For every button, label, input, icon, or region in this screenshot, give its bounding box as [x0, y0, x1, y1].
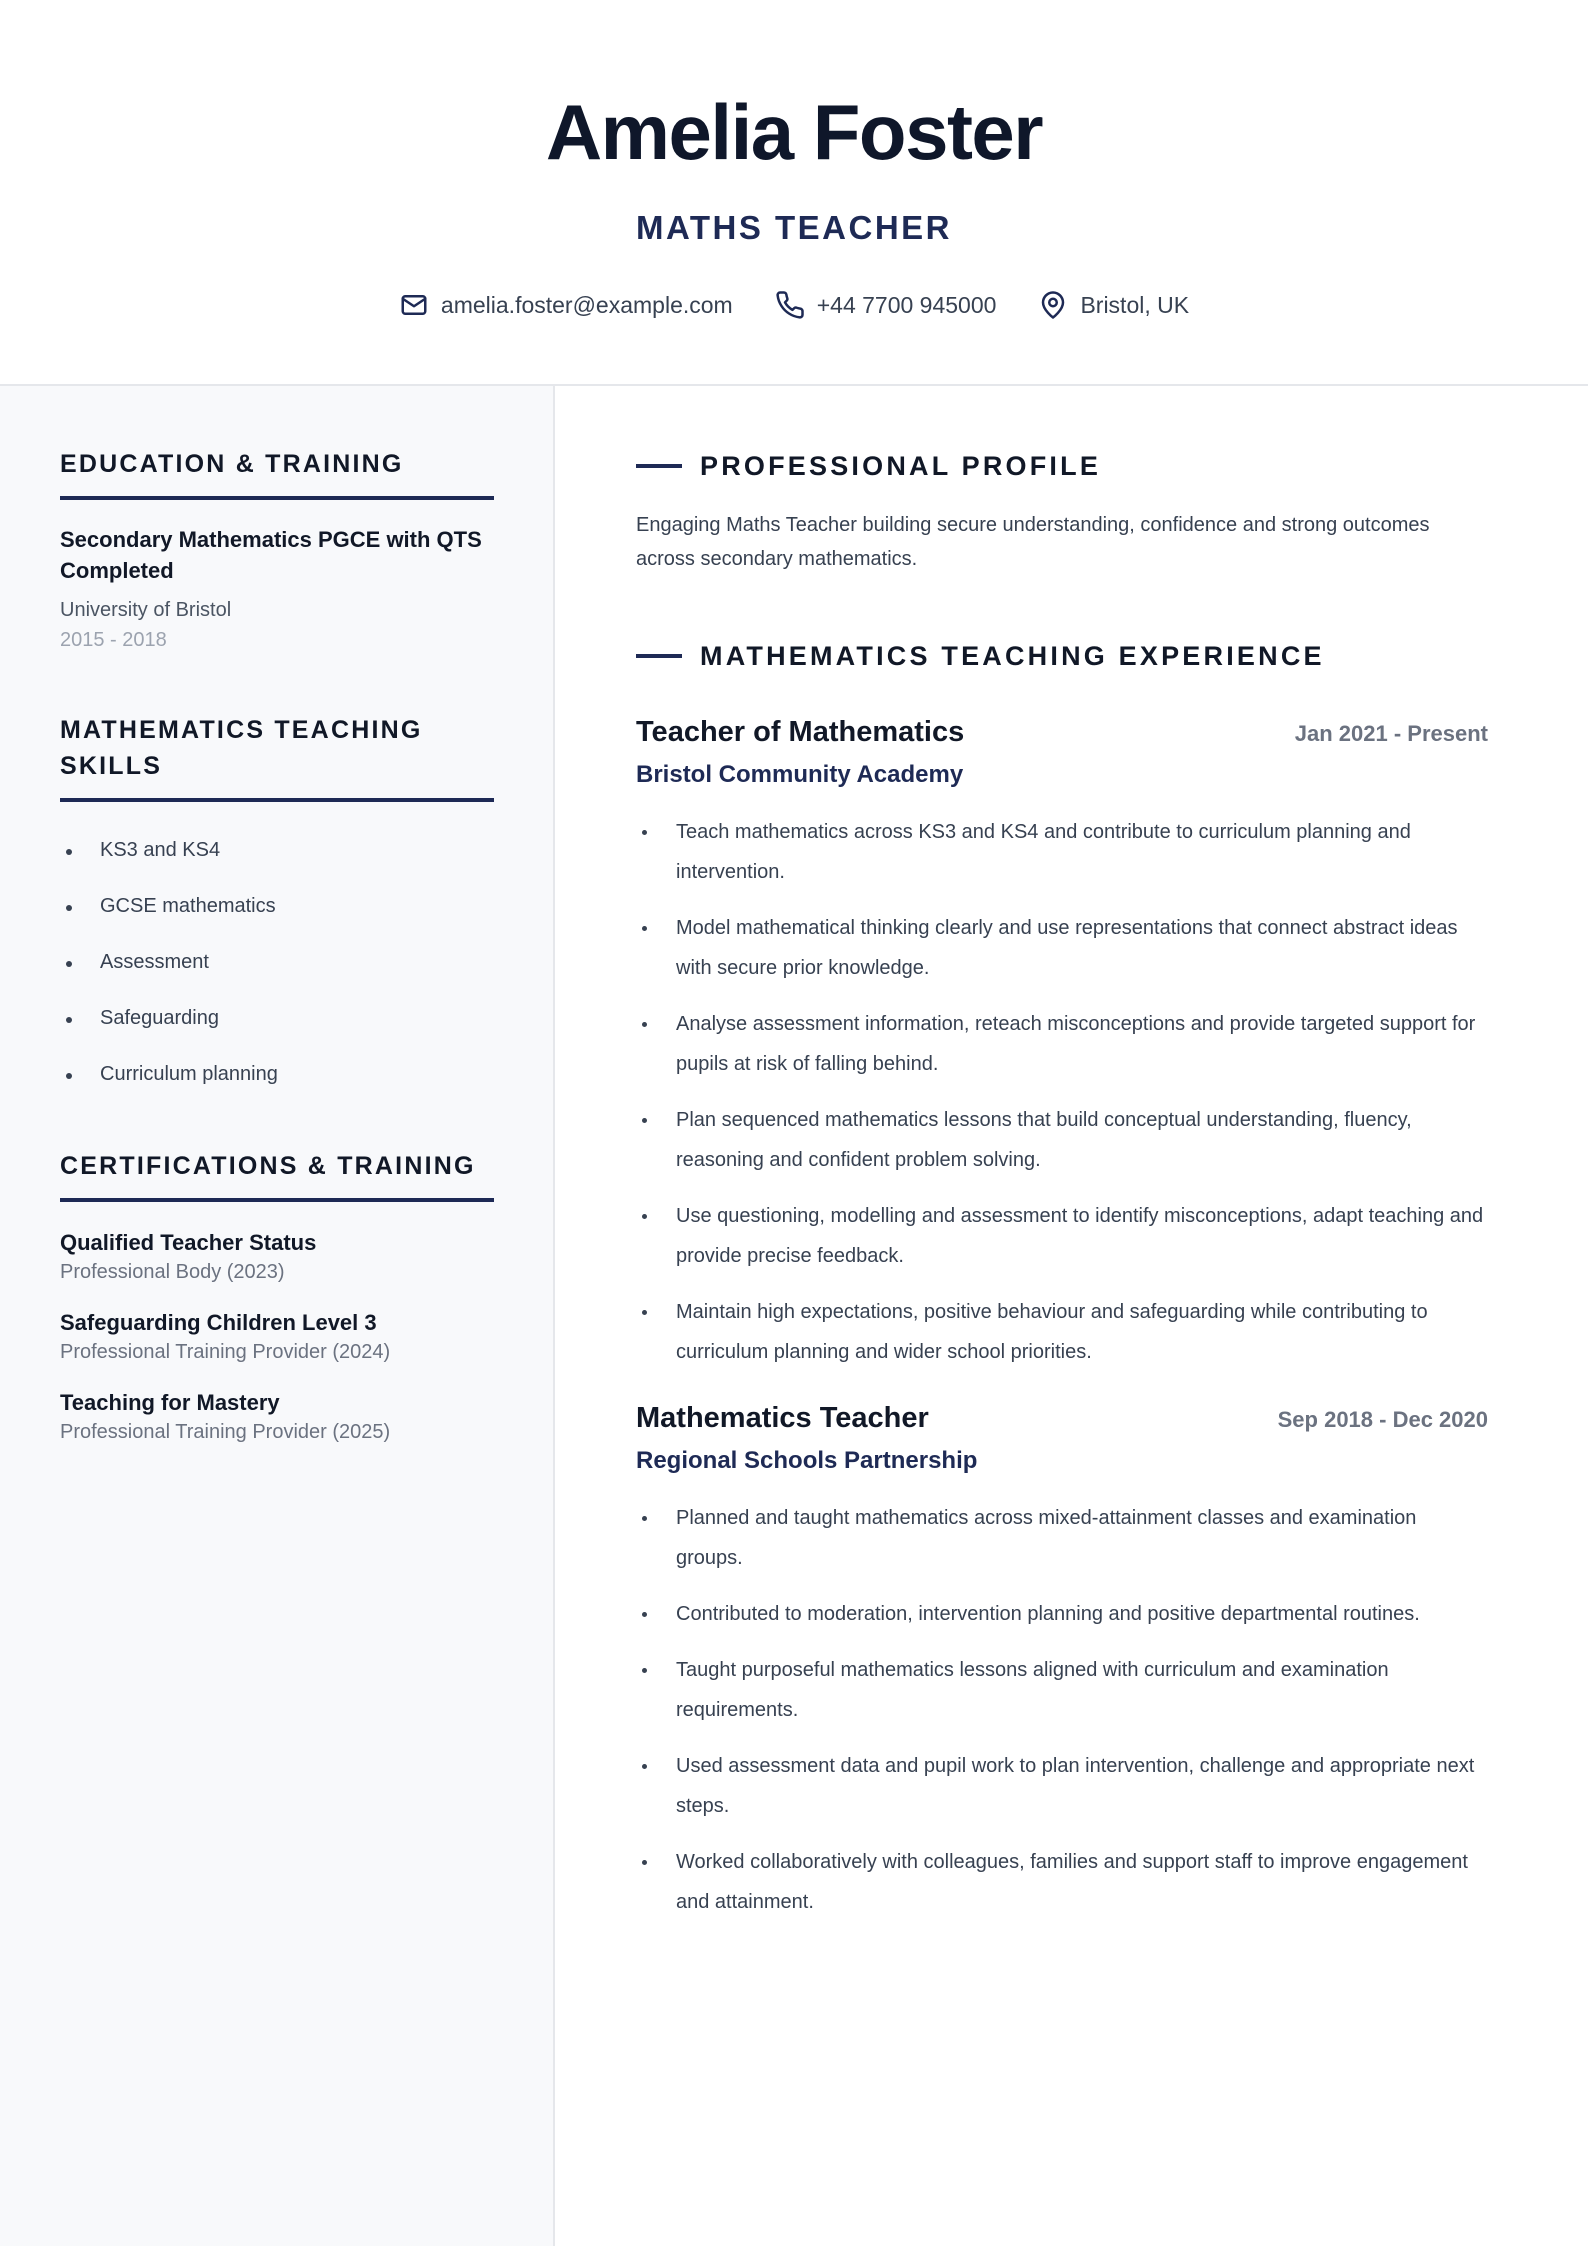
job-bullets — [636, 1498, 1488, 1922]
experience-section — [636, 638, 1488, 1938]
skill-item: KS3 and KS4 — [60, 822, 494, 878]
job-dates: Sep 2018 - Dec 2020 — [1277, 1407, 1488, 1432]
certification-name: Teaching for Mastery — [60, 1390, 280, 1415]
education-degree: Secondary Mathematics PGCE with QTS Completed — [60, 527, 482, 583]
skill-item: Safeguarding — [60, 990, 494, 1046]
email-text: amelia.foster@example.com — [440, 291, 733, 318]
job-organisation: Bristol Community Academy — [636, 761, 964, 788]
sidebar — [0, 386, 555, 2246]
experience-heading — [636, 638, 1488, 674]
education-title: EDUCATION & TRAINING — [60, 446, 494, 500]
job-bullet: Plan sequenced mathematics lessons that build conceptual understanding, fluency, reasoning and confident problem solving. — [636, 1100, 1488, 1180]
certifications-title: CERTIFICATIONS & TRAINING — [60, 1148, 494, 1202]
location-text: Bristol, UK — [1080, 291, 1190, 318]
mail-icon — [399, 290, 429, 320]
experience-title: MATHEMATICS TEACHING EXPERIENCE — [700, 641, 1325, 671]
certification-org: Professional Training Provider (2025) — [60, 1421, 391, 1443]
education-section — [60, 446, 494, 654]
education-school: University of Bristol — [60, 599, 232, 621]
certification-name: Safeguarding Children Level 3 — [60, 1310, 377, 1335]
job-organisation: Regional Schools Partnership — [636, 1447, 978, 1474]
map-pin-icon — [1038, 290, 1068, 320]
heading-accent-bar — [636, 654, 682, 658]
skill-item: Assessment — [60, 934, 494, 990]
job-header — [636, 712, 1488, 752]
certification-org: Professional Body (2023) — [60, 1261, 285, 1283]
skills-section — [60, 712, 494, 1102]
job-bullet: Analyse assessment information, reteach misconceptions and provide targeted support for pupils at risk of falling behind. — [636, 1004, 1488, 1084]
job-role: MATHS TEACHER — [635, 209, 953, 246]
profile-section — [636, 448, 1488, 576]
skills-title: MATHEMATICS TEACHING SKILLS — [60, 712, 494, 802]
job-title: Mathematics Teacher — [636, 1402, 929, 1434]
certifications-section — [60, 1148, 494, 1446]
job-bullet: Use questioning, modelling and assessment to identify misconceptions, adapt teaching and provide precise feedback. — [636, 1196, 1488, 1276]
heading-accent-bar — [636, 464, 682, 468]
profile-summary: Engaging Maths Teacher building secure understanding, confidence and strong outcomes across secondary mathematics. — [636, 514, 1430, 570]
main-content — [557, 386, 1588, 2246]
job-header — [636, 1398, 1488, 1438]
job-bullet: Used assessment data and pupil work to plan intervention, challenge and appropriate next steps. — [636, 1746, 1488, 1826]
job-bullet: Worked collaboratively with colleagues, families and support staff to improve engagement and attainment. — [636, 1842, 1488, 1922]
contact-phone[interactable] — [775, 290, 997, 320]
certification-item — [60, 1388, 494, 1446]
job-title: Teacher of Mathematics — [636, 716, 965, 748]
job-entry — [636, 712, 1488, 1372]
phone-text: +44 7700 945000 — [816, 291, 997, 318]
job-dates: Jan 2021 - Present — [1294, 721, 1488, 746]
skills-list — [60, 822, 494, 1102]
job-bullet: Contributed to moderation, intervention planning and positive departmental routines. — [636, 1594, 1488, 1634]
certification-item — [60, 1228, 494, 1286]
certification-item — [60, 1308, 494, 1366]
job-bullets — [636, 812, 1488, 1372]
certification-org: Professional Training Provider (2024) — [60, 1341, 391, 1363]
job-bullet: Teach mathematics across KS3 and KS4 and contribute to curriculum planning and intervention. — [636, 812, 1488, 892]
job-entry — [636, 1398, 1488, 1922]
resume-header — [0, 0, 1588, 386]
skill-item: Curriculum planning — [60, 1046, 494, 1102]
candidate-name: Amelia Foster — [545, 88, 1043, 176]
certification-name: Qualified Teacher Status — [60, 1230, 317, 1255]
contact-email[interactable] — [399, 290, 733, 320]
skill-item: GCSE mathematics — [60, 878, 494, 934]
job-bullet: Model mathematical thinking clearly and use representations that connect abstract ideas with secure prior knowledge. — [636, 908, 1488, 988]
job-bullet: Taught purposeful mathematics lessons aligned with curriculum and examination requirements. — [636, 1650, 1488, 1730]
contact-bar — [0, 290, 1588, 320]
profile-heading — [636, 448, 1488, 484]
phone-icon — [775, 290, 805, 320]
profile-title: PROFESSIONAL PROFILE — [700, 451, 1102, 481]
education-years: 2015 - 2018 — [60, 629, 167, 651]
job-bullet: Planned and taught mathematics across mixed-attainment classes and examination groups. — [636, 1498, 1488, 1578]
job-bullet: Maintain high expectations, positive behaviour and safeguarding while contributing to curriculum planning and wider school priorities. — [636, 1292, 1488, 1372]
contact-location — [1038, 290, 1189, 320]
